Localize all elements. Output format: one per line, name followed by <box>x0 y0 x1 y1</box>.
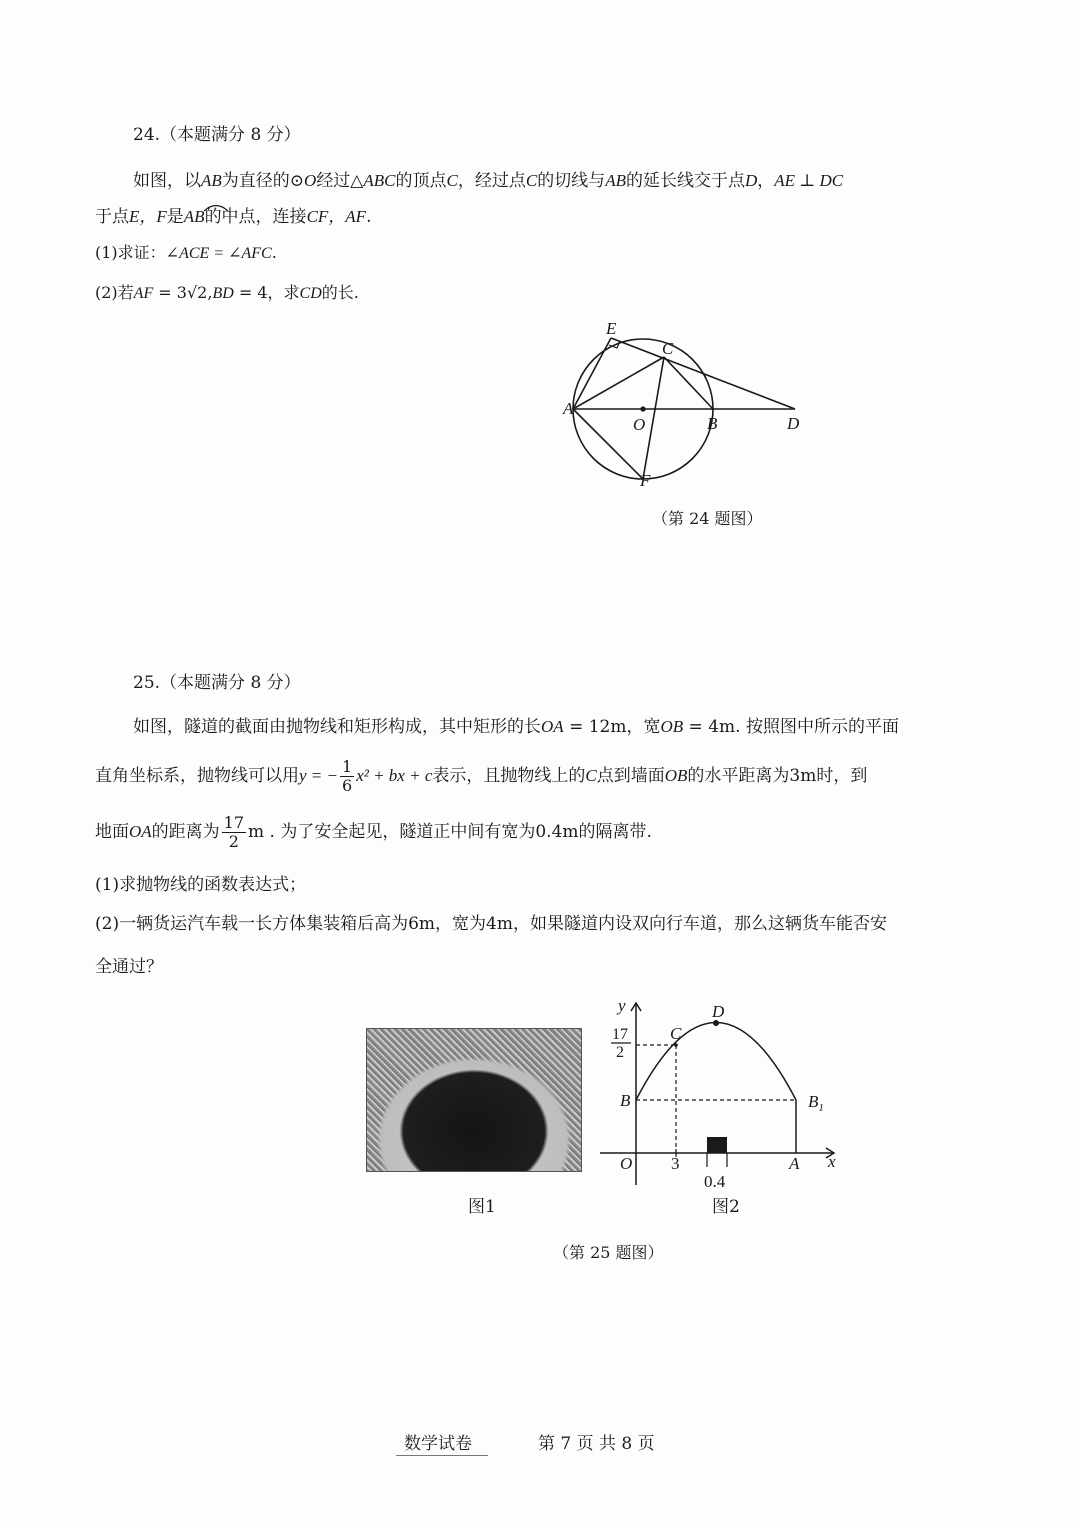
q24-text: 的延长线交于点 <box>625 171 745 191</box>
line-CB <box>664 357 713 409</box>
q24-math: AB <box>201 171 222 190</box>
fig1-caption: 图1 <box>468 1197 496 1217</box>
q25-line2 <box>95 754 867 798</box>
q24-text: ，经过点 <box>457 171 526 191</box>
q24-math: AE ⊥ DC <box>774 171 844 190</box>
median-strip <box>707 1137 727 1153</box>
q25-math: OB <box>660 717 684 736</box>
label-D: D <box>712 1002 725 1021</box>
q24-part1-math: ∠ACE = ∠AFC <box>165 245 272 262</box>
footer-underline <box>396 1455 488 1456</box>
q25-text: 的水平距离为3m时，到 <box>687 766 868 786</box>
q24-part1-label: (1)求证： <box>95 243 166 262</box>
q24-figure <box>550 310 830 500</box>
q25-heading <box>133 672 301 694</box>
q25-text: 点到墙面 <box>596 766 665 786</box>
footer-subject: 数学试卷 <box>404 1434 472 1454</box>
q24-math: BD <box>212 285 234 302</box>
q24-math: ABC <box>363 171 396 190</box>
q24-part1-end: . <box>271 243 277 262</box>
q25-part2-line1: (2)一辆货运汽车载一长方体集装箱后高为6m，宽为4m，如果隧道内设双向行车道，那么这辆货车能否安 <box>95 914 887 934</box>
q24-math: CD <box>299 285 322 302</box>
q24-text: 如图，以 <box>133 171 201 191</box>
q24-math: O <box>304 171 317 190</box>
q24-part2-label: (2)若 <box>95 283 134 302</box>
label-E: E <box>606 319 617 338</box>
q25-text: . 按照图中所示的平面 <box>735 717 899 737</box>
q24-text: 的顶点 <box>395 171 447 191</box>
frac-num: 1 <box>342 757 353 776</box>
footer-page: 第 7 页 共 8 页 <box>538 1434 655 1454</box>
center-dot <box>640 406 645 411</box>
q24-part2 <box>95 282 359 305</box>
q24-text: 为直径的⊙ <box>221 171 305 191</box>
q24-line2 <box>95 206 371 228</box>
q25-math: = 12m <box>563 717 627 737</box>
arc-accent-icon <box>202 202 230 212</box>
q25-math: C <box>585 766 597 785</box>
label-D: D <box>787 414 800 433</box>
q24-text: ， <box>757 171 775 191</box>
label-C: C <box>670 1024 682 1043</box>
frac-num: 17 <box>223 813 245 832</box>
tunnel-photo <box>366 1028 582 1172</box>
label-B1: $B_1$ <box>808 1092 824 1114</box>
q25-math: x² + bx + c <box>356 766 433 785</box>
q25-math: OB <box>664 766 688 785</box>
q24-math: AB <box>605 171 626 190</box>
q24-text: 的切线与 <box>537 171 606 191</box>
q24-text: 于点 <box>95 207 129 227</box>
q24-header: （本题满分 8 分） <box>160 125 301 145</box>
q25-text: ，宽 <box>626 717 661 737</box>
q25-math: OA <box>129 822 152 841</box>
q24-text: 的长. <box>321 283 359 302</box>
q24-math: E，F <box>129 207 167 226</box>
q25-text: 直角坐标系，抛物线可以用 <box>95 766 299 786</box>
q24-math: D <box>744 171 758 190</box>
label-B: B <box>620 1091 631 1110</box>
q25-part1: (1)求抛物线的函数表达式； <box>95 875 307 895</box>
q25-fraction <box>340 758 354 795</box>
label-A: A <box>789 1154 800 1173</box>
label-O: O <box>620 1154 633 1173</box>
q25-math: y = − <box>299 766 338 785</box>
q25-text: 地面 <box>95 822 129 842</box>
q24-part1 <box>95 242 277 265</box>
q24-math: = 4，求 <box>233 283 300 302</box>
q24-math: C <box>446 171 458 190</box>
label-A: A <box>563 399 574 418</box>
label-F: F <box>640 471 651 490</box>
q24-line1 <box>133 170 843 192</box>
q25-part2-line2: 全通过？ <box>95 957 163 977</box>
frac-den: 2 <box>228 832 239 851</box>
q24-math: CF，AF <box>306 207 367 226</box>
line-CF <box>643 357 664 479</box>
label-2: 2 <box>616 1044 624 1061</box>
label-y: y <box>618 996 626 1015</box>
q25-line1 <box>133 716 899 738</box>
q24-heading <box>133 124 301 146</box>
q25-text: m . 为了安全起见，隧道正中间有宽为0.4m的隔离带. <box>248 822 652 842</box>
q25-line3 <box>95 810 652 854</box>
label-0.4: 0.4 <box>704 1172 726 1191</box>
label-C: C <box>662 339 674 358</box>
q25-text: 如图，隧道的截面由抛物线和矩形构成，其中矩形的长 <box>133 717 541 737</box>
label-17: 17 <box>612 1026 628 1043</box>
q24-number: 24. <box>133 125 161 145</box>
q25-number: 25. <box>133 673 161 693</box>
q25-header: （本题满分 8 分） <box>160 673 301 693</box>
q25-caption: （第 25 题图） <box>553 1243 664 1262</box>
q24-text: 经过△ <box>316 171 364 191</box>
q25-figure2 <box>598 995 848 1195</box>
q25-fraction <box>222 814 246 851</box>
q25-math: = 4m <box>683 717 736 737</box>
q24-arc-ab: AB <box>183 207 205 226</box>
q24-math: = 3√2, <box>153 283 213 302</box>
q25-math: OA <box>541 717 564 736</box>
label-x: x <box>828 1152 836 1171</box>
q24-text: 是 <box>166 207 184 227</box>
q24-caption: （第 24 题图） <box>652 509 763 528</box>
parabola <box>636 1023 796 1101</box>
q24-math: C <box>525 171 538 190</box>
q25-text: 表示，且抛物线上的 <box>432 766 586 786</box>
q24-text: 的中点，连接 <box>204 207 307 227</box>
point-C-dot <box>674 1043 678 1047</box>
label-3: 3 <box>671 1154 680 1173</box>
label-O: O <box>633 415 646 434</box>
q25-text: 的距离为 <box>151 822 220 842</box>
label-B: B <box>707 414 718 433</box>
fig2-caption: 图2 <box>712 1197 740 1217</box>
q24-text: . <box>366 207 372 227</box>
frac-den: 6 <box>342 776 353 795</box>
q24-math: AF <box>133 285 154 302</box>
